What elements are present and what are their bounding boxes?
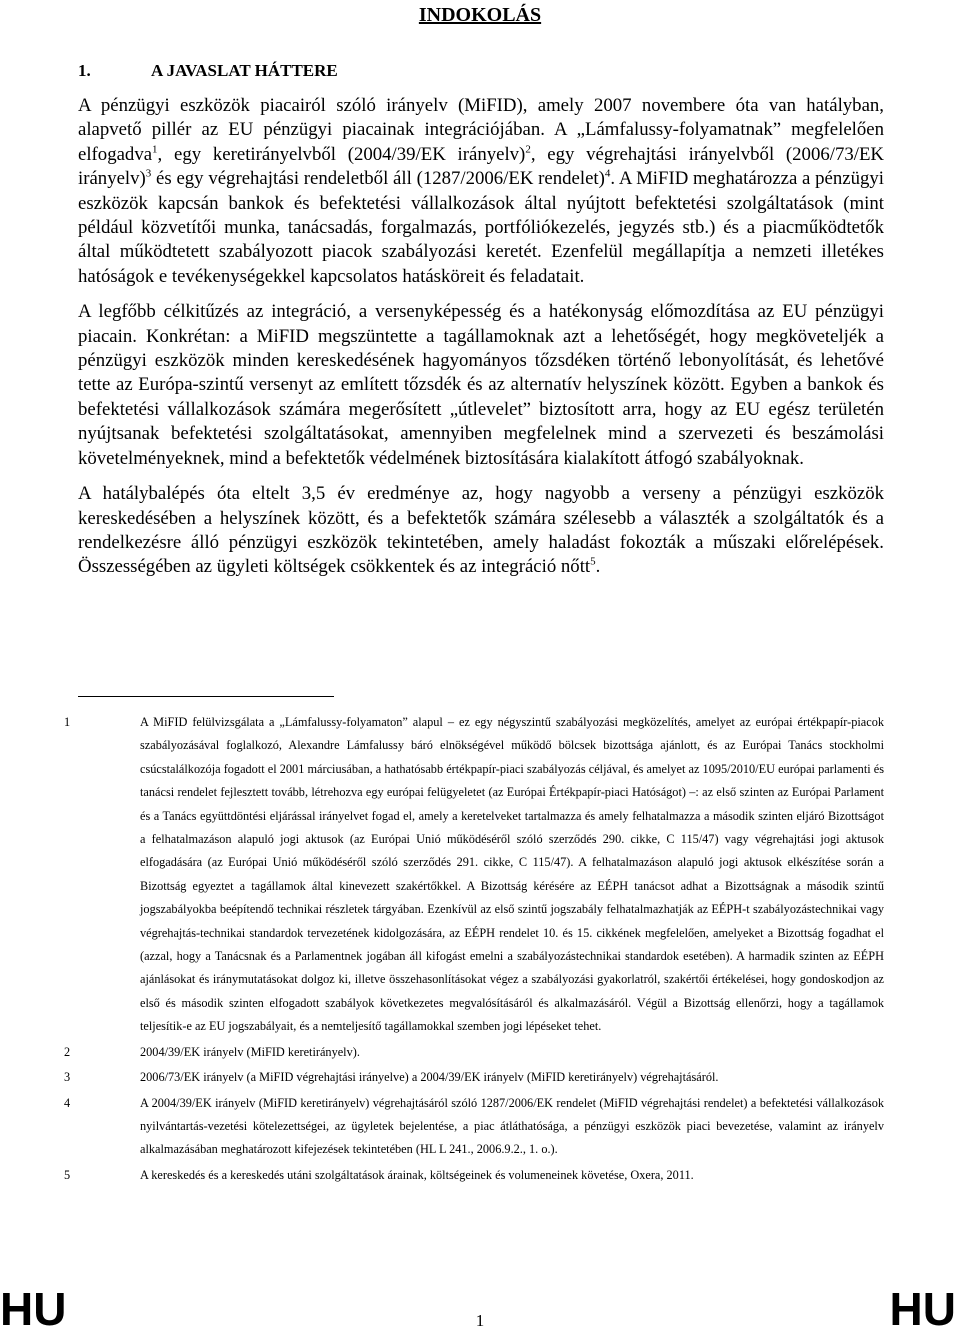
footnote-4 xyxy=(64,1092,884,1162)
p1-text-b: , egy keretirányelvből (2004/39/EK irányelv) xyxy=(157,143,526,165)
paragraph-3 xyxy=(78,482,884,580)
footnote-1 xyxy=(64,711,884,1039)
p1-text-e: . A MiFID meghatározza a pénzügyi eszközök kapcsán bankok és befektetési vállalkozások által nyújtott befektetési szolgáltatások (mint például közvetítői munka, tanácsadás, forgalmazás, portfóliókezelés, jegyzés stb.) és a piacműködtetők által működtetett szabályozott piacok szabályozási keretét. Ezenfelül megállapítja a nemzeti illetékes hatóságok e tevékenységekkel kapcsolatos hatásköreit és feladatait. xyxy=(78,168,884,287)
footer-language-left: HU xyxy=(0,1283,67,1335)
footnote-number: 3 xyxy=(64,1070,71,1085)
section-title: A JAVASLAT HÁTTERE xyxy=(151,61,338,80)
paragraph-2: A legfőbb célkitűzés az integráció, a versenyképesség és a hatékonyság előmozdítása az EU pénzügyi piacain. Konkrétan: a MiFID megszüntette a tagállamoknak azt a lehetőségét, hogy megköveteljék a pénzügyi eszközök minden kereskedésének hagyományos tőzsdéken történő lebonyolítását, és lehetővé tette az Európa-szintű versenyt az említett tőzsdék és az alternatív helyszínek között. Egyben a bankok és befektetési vállalkozások számára megerősített „útlevelet” biztosított arra, hogy az EU egész területén nyújtsanak befektetési szolgáltatásokat, amennyiben megfelelnek mind a szervezeti és beszámolási követelményeknek, mind a befektetők védelmének biztosítására kialakított átfogó szabályoknak. xyxy=(78,301,884,469)
footnote-number: 2 xyxy=(64,1044,71,1059)
footnote-text: A 2004/39/EK irányelv (MiFID keretirányelv) végrehajtásáról szóló 1287/2006/EK rendelet (MiFID végrehajtási rendelet) a befektetési vállalkozások nyilvántartás-vezetési kötelezettségei, az ügyletek bejelentése, a piac átláthatósága, a pénzügyi eszközök piaci bevezetése, valamint az irányelv alkalmazásában meghatározott kifejezések tekintetében (HL L 241., 2006.9.2., 1. o.). xyxy=(140,1095,884,1157)
p1-text-d: és egy végrehajtási rendeletből áll (1287/2006/EK rendelet) xyxy=(151,168,605,190)
footnote-text: 2004/39/EK irányelv (MiFID keretirányelv). xyxy=(140,1044,360,1059)
footnote-text: A kereskedés és a kereskedés utáni szolgáltatások árainak, költségeinek és volumeneinek követése, Oxera, 2011. xyxy=(140,1167,694,1182)
p3-text-b: . xyxy=(595,556,601,578)
footnote-ref-1[interactable]: 1 xyxy=(152,143,158,156)
document-title: INDOKOLÁS xyxy=(418,4,542,26)
footnote-3 xyxy=(64,1066,884,1089)
footnote-separator xyxy=(78,696,334,697)
section-number: 1. xyxy=(78,61,91,80)
body-text xyxy=(78,94,884,591)
footnote-ref-5[interactable]: 5 xyxy=(590,556,596,569)
p1-text-c: , egy végrehajtási irányelvből (2006/73/EK irányelv) xyxy=(78,143,884,190)
p1-text-a: A pénzügyi eszközök piacairól szóló irányelv (MiFID), amely 2007 novembere óta van hatályban, alapvető pillér az EU pénzügyi piacainak integrációjában. A „Lámfalussy-folyamatnak” megfelelően elfogadva xyxy=(78,95,884,165)
footnotes xyxy=(64,711,884,1189)
footnote-number: 5 xyxy=(64,1167,71,1182)
footnote-ref-4[interactable]: 4 xyxy=(604,167,611,180)
footnote-2 xyxy=(64,1041,884,1064)
footnote-number: 4 xyxy=(64,1095,71,1110)
footnote-5 xyxy=(64,1164,884,1187)
paragraph-1 xyxy=(78,94,884,289)
footnote-ref-2[interactable]: 2 xyxy=(525,143,531,156)
section-heading xyxy=(78,61,338,81)
footnote-text: 2006/73/EK irányelv (a MiFID végrehajtási irányelve) a 2004/39/EK irányelv (MiFID keretirányelv) végrehajtásáról. xyxy=(140,1070,719,1085)
footnote-number: 1 xyxy=(64,715,71,729)
page-number: 1 xyxy=(475,1311,485,1330)
footnote-ref-3[interactable]: 3 xyxy=(145,167,152,180)
p3-text-a: A hatálybalépés óta eltelt 3,5 év eredménye az, hogy nagyobb a verseny a pénzügyi eszközök kereskedésében a helyszínek között, és a befektetők számára szélesebb a választék a szolgáltatók és a rendelkezésre álló pénzügyi eszközök tekintetében, amely haladást fokozták a műszaki előrelépések. Összességében az ügyleti költségek csökkentek és az integráció nőtt xyxy=(78,483,884,578)
footer-language-right: HU xyxy=(889,1283,956,1335)
footnote-text: A MiFID felülvizsgálata a „Lámfalussy-folyamaton” alapul – ez egy négyszintű szabályozási megközelítés, amelyet az európai értékpapír-piacok szabályozásával foglalkozó, Alexandre Lámfalussy báró elnökségével működő bölcsek bizottsága ajánlott, és az Európai Tanács stockholmi csúcstalálkozója fogadott el 2001 márciusában, a hathatósabb értékpapír-piaci szabályozás céljával, és amelyet az 1095/2010/EU európai parlamenti és tanácsi rendelet fejlesztett tovább, létrehozva egy európai felügyeletet (az Európai Értékpapír-piaci Hatóságot) –: az első szinten az Európai Parlament és a Tanács együttdöntési eljárással irányelvet fogad el, amely a keretelveket tartalmazza és amely felhatalmazza a második szinten eljáró Bizottságot a felhatalmazáson alapuló jogi aktusok (az Európai Unió működéséről szóló szerződés 290. cikke, C 115/47) vagy végrehajtási jogi aktusok elfogadására (az Európai Unió működéséről szóló szerződés 291. cikke, C 115/47). A felhatalmazáson alapuló jogi aktusok elkészítése során a Bizottság egyeztet a tagállamok által kinevezett szakértőkkel. A Bizottság kérésére az EÉPH tanácsot adhat a Bizottságnak a második szintű jogszabályokba beépítendő technikai részletek tárgyában. Ezenkívül az első szintű jogszabály felhatalmazhatják az EÉPH-t szabályozástechnikai vagy végrehajtás-technikai standardok tervezetének kidolgozására, az EÉPH rendelet 10. és 15. cikkének megfelelően, amelyeket a Bizottság fogadhat el (azzal, hogy a Tanácsnak és a Parlamentnek jogában áll kifogást emelni a szabályozástechnikai standardok esetében). A harmadik szinten az EÉPH ajánlásokat és iránymutatásokat dolgoz ki, illetve összehasonlításokat végez a szabályozási gyakorlatról, szakértői értékelései, hogy gondoskodjon az első és második szinten elfogadott szabályok következetes megvalósításáról és alkalmazásáról. Végül a Bizottság ellenőrzi, hogy a tagállamok teljesítik-e az EU jogszabályait, és a nemteljesítő tagállamokkal szemben jogi lépéseket tehet. xyxy=(140,715,884,1034)
